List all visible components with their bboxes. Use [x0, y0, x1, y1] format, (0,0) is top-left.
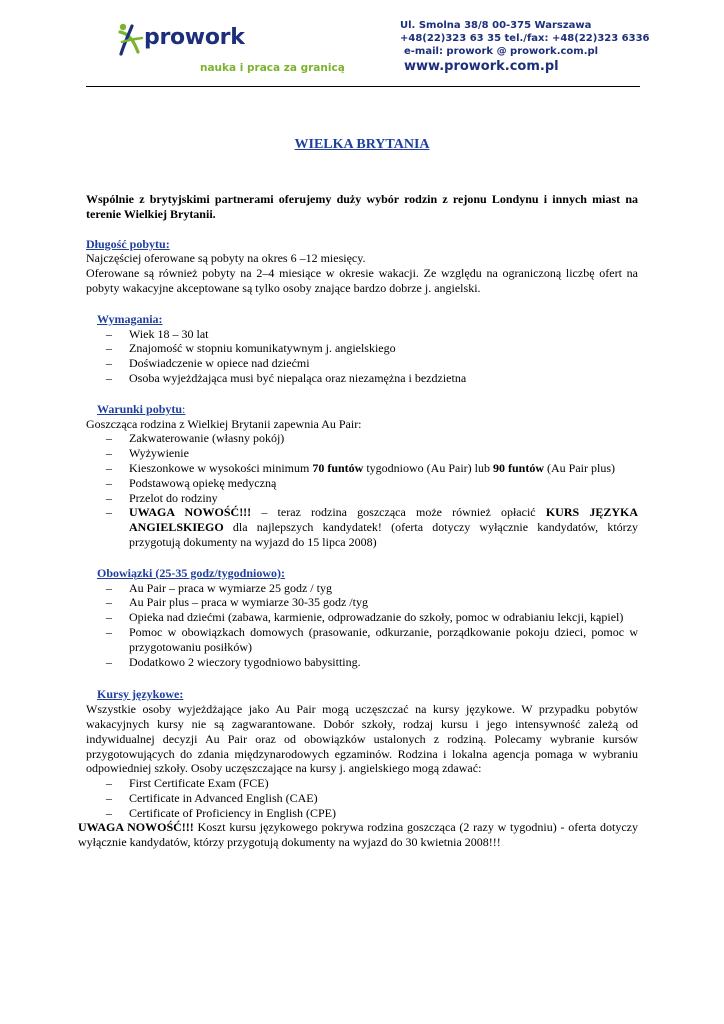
- contact-block: [400, 19, 650, 58]
- main-content: [78, 192, 639, 850]
- courses-list: [86, 776, 638, 820]
- website-link[interactable]: www.prowork.com.pl: [404, 59, 559, 74]
- list-item: – Opieka nad dziećmi (zabawa, karmienie, odprowadzanie do szkoły, pomoc w odrabianiu lekcji, kąpiel): [86, 610, 638, 625]
- tagline: nauka i praca za granicą: [200, 62, 345, 74]
- requirements-list: [86, 327, 638, 386]
- prowork-logo-icon: [118, 22, 146, 58]
- prowork-logo: [118, 20, 248, 60]
- list-item: – Zakwaterowanie (własny pokój): [86, 431, 638, 446]
- conditions-list: [86, 431, 638, 549]
- stay-heading: Długość pobytu:: [86, 236, 170, 251]
- list-item: – Dodatkowo 2 wieczory tygodniowo babysitting.: [86, 655, 638, 670]
- list-item: – Au Pair plus – praca w wymiarze 30-35 godz /tyg: [86, 595, 638, 610]
- conditions-heading: Warunki pobytu: [97, 401, 183, 416]
- header-divider: [86, 86, 640, 87]
- list-item: – Certificate in Advanced English (CAE): [86, 791, 638, 806]
- duties-list: [86, 581, 638, 670]
- email[interactable]: e-mail: prowork @ prowork.com.pl: [404, 46, 599, 57]
- list-item: – Wiek 18 – 30 lat: [86, 327, 638, 342]
- list-item: – Certificate of Proficiency in English (CPE): [86, 806, 638, 821]
- address: Ul. Smolna 38/8 00-375 Warszawa: [400, 20, 592, 31]
- stay-line-2: Oferowane są również pobyty na 2–4 miesiące w okresie wakacji. Ze względu na ograniczoną liczbę ofert na pobyty wakacyjne akceptowane są tylko osoby znające bardzo dobrze j. angielski.: [86, 266, 638, 295]
- list-item: – Osoba wyjeżdżająca musi być niepaląca oraz niezamężna i bezdzietna: [86, 371, 638, 386]
- requirements-heading: Wymagania:: [97, 311, 163, 326]
- list-item-pocket-money: – Kieszonkowe w wysokości minimum 70 funtów tygodniowo (Au Pair) lub 90 funtów (Au Pair plus): [86, 461, 638, 476]
- list-item: – Wyżywienie: [86, 446, 638, 461]
- list-item: – Doświadczenie w opiece nad dziećmi: [86, 356, 638, 371]
- intro-paragraph: Wspólnie z brytyjskimi partnerami oferujemy duży wybór rodzin z rejonu Londynu i innych miast na terenie Wielkiej Brytanii.: [86, 192, 638, 221]
- list-item-news: – UWAGA NOWOŚĆ!!! – teraz rodzina goszcząca może również opłacić KURS JĘZYKA ANGIELSKIEGO dla najlepszych kandydatek! (oferta dotyczy wyłącznie kandydatów, którzy przygotują dokumenty na wyjazd do 15 lipca 2008): [86, 505, 638, 549]
- conditions-intro: Goszcząca rodzina z Wielkiej Brytanii zapewnia Au Pair:: [86, 416, 362, 431]
- duties-heading: Obowiązki (25-35 godz/tygodniowo):: [97, 565, 286, 580]
- list-item: – Pomoc w obowiązkach domowych (prasowanie, odkurzanie, porządkowanie pokoju dzieci, pomoc w przygotowaniu posiłków): [86, 625, 638, 655]
- list-item: – First Certificate Exam (FCE): [86, 776, 638, 791]
- courses-news: UWAGA NOWOŚĆ!!! Koszt kursu językowego pokrywa rodzina goszcząca (2 razy w tygodniu) - oferta dotyczy wyłącznie kandydatów, którzy przygotują dokumenty na wyjazd do 30 kwietnia 2008!!!: [78, 820, 638, 850]
- list-item: – Przelot do rodziny: [86, 491, 638, 506]
- stay-line-1: Najczęściej oferowane są pobyty na okres 6 –12 miesięcy.: [86, 251, 366, 266]
- page-title: WIELKA BRYTANIA: [294, 137, 430, 152]
- courses-paragraph: Wszystkie osoby wyjeżdżające jako Au Pair mogą uczęszczać na kursy językowe. W przypadku pobytów wakacyjnych kursy nie są zagwarantowane. Dobór szkoły, rodzaj kursu i jego intensywność zależą od indywidualnej decyzji Au Pair oraz od obowiązków ustalonych z rodziną. Polecamy wybranie kursów przygotowujących do zdania międzynarodowych egzaminów. Rodzina i lokalna agencja pomaga w wybraniu odpowiedniej szkoły. Osoby uczęszczające na kursy j. angielskiego mogą zdawać:: [86, 702, 638, 776]
- conditions-heading-row: [86, 402, 638, 417]
- logo-text: prowork: [144, 25, 245, 50]
- list-item: – Podstawową opiekę medyczną: [86, 476, 638, 491]
- list-item: – Au Pair – praca w wymiarze 25 godz / tyg: [86, 581, 638, 596]
- courses-heading: Kursy językowe:: [97, 687, 184, 702]
- conditions-heading-colon: :: [182, 401, 186, 416]
- phone: +48(22)323 63 35 tel./fax: +48(22)323 6336: [400, 33, 650, 44]
- list-item: – Znajomość w stopniu komunikatywnym j. angielskiego: [86, 341, 638, 356]
